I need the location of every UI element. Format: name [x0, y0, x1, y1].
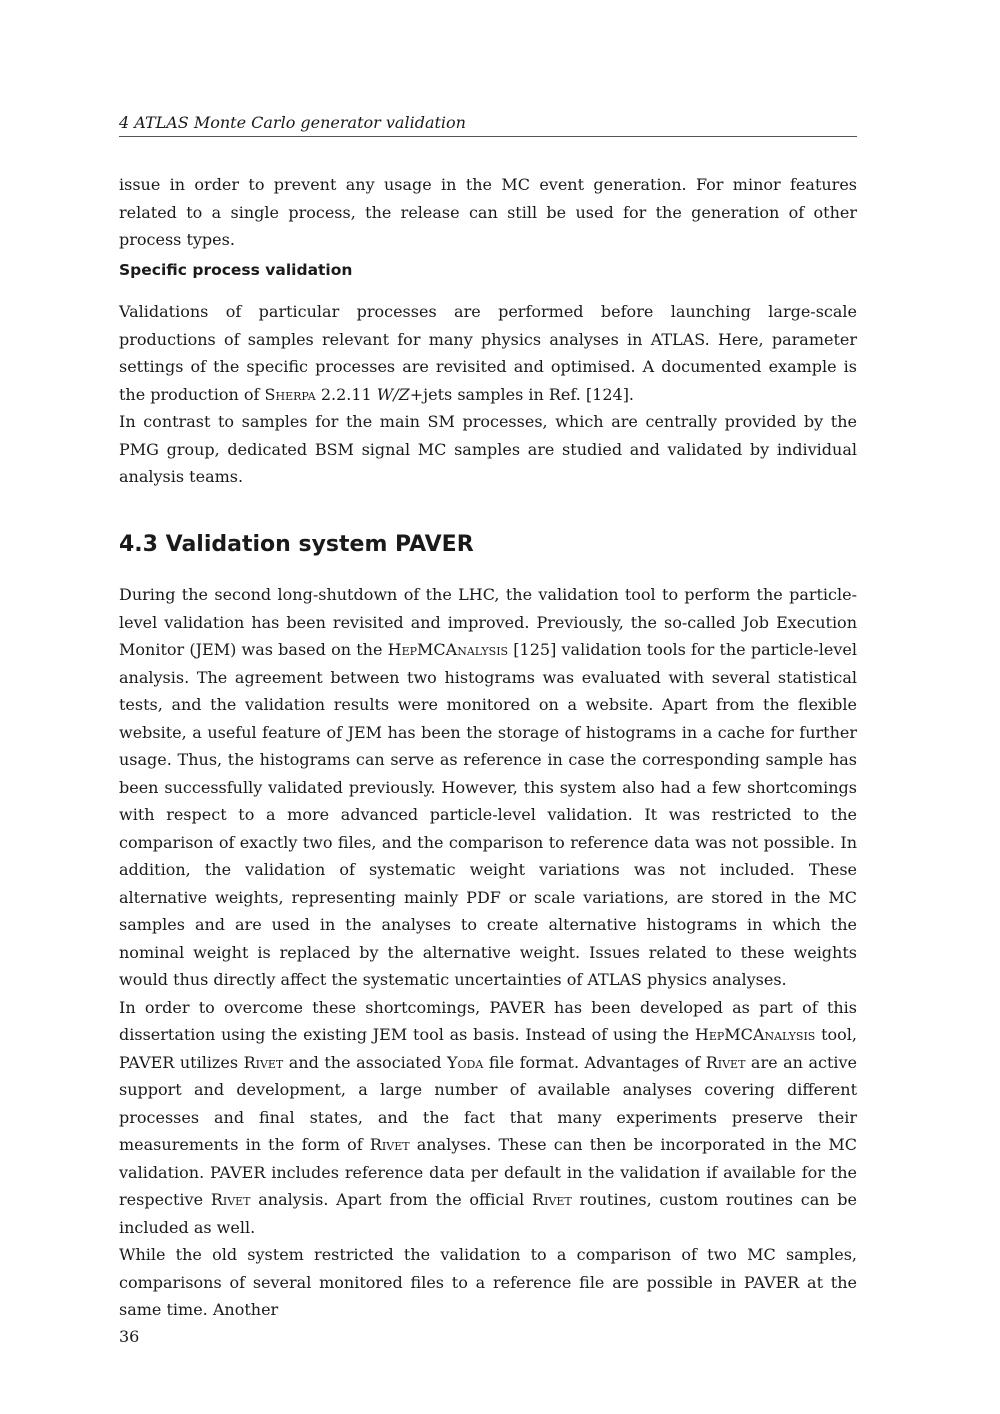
text-run: routines, custom routines can be included as well. [119, 1190, 858, 1237]
page-number: 36 [119, 1327, 140, 1346]
text-run: analysis. Apart from the official [250, 1190, 533, 1209]
intro-paragraph: issue in order to prevent any usage in the MC event generation. For minor features related to a single process, the release can still be used for the generation of other process types. [119, 175, 857, 249]
rivet-name: Rivet [705, 1052, 746, 1072]
text-run: and the associated [283, 1052, 447, 1072]
subsection-paragraph-2: In contrast to samples for the main SM processes, which are centrally provided by the PMG group, dedicated BSM signal MC samples are studied and validated by individual analysis teams. [119, 412, 857, 486]
subsection-heading: Specific process validation [119, 261, 353, 279]
text-run: [125] validation tools for the particle-level analysis. The agreement between two histograms was evaluated with several statistical tests, and the validation results were monitored on a website. Apart from the flexible website, a useful feature of JEM has been the storage of histograms in a cache for further usage. Thus, the histograms can serve as reference in case the corresponding sample has been successfully validated previously. However, this system also had a few shortcomings with respect to a more advanced particle-level validation. It was restricted to the comparison of exactly two files, and the comparison to reference data was not possible. In addition, the validation of systematic weight variations was not included. These alternative weights, representing mainly PDF or scale variations, are stored in the MC samples and are used in the analyses to create alternative histograms in which the nominal weight is replaced by the alternative weight. Issues related to these weights would thus directly affect the systematic uncertainties of ATLAS physics analyses. [119, 640, 858, 989]
text-run: Validations of particular processes are performed before launching large-scale productions of samples relevant for many physics analyses in ATLAS. Here, parameter settings of the specific processes are revisited and optimised. A documented example is the production of [119, 302, 857, 404]
section-paragraph-1 [119, 581, 857, 994]
subsection-body [119, 298, 857, 491]
intro-paragraph-block [119, 171, 857, 254]
yoda-name: Yoda [446, 1052, 484, 1072]
rivet-name: Rivet [369, 1135, 410, 1154]
text-run: tool, PAVER utilizes [119, 1025, 858, 1072]
subsection-heading-block [119, 259, 857, 281]
hepmcanalysis-name: HepMCAnalysis [387, 640, 509, 659]
section-heading: 4.3 Validation system PAVER [119, 532, 474, 557]
text-run: 2.2.11 [315, 384, 377, 404]
hepmcanalysis-name: HepMCAnalysis [694, 1025, 816, 1044]
math-wz: W/Z [376, 384, 410, 404]
text-run: +jets samples in Ref. [124]. [409, 384, 635, 404]
text-run: analyses. These can then be incorporated in the MC validation. PAVER includes reference data per default in the validation if available for the respective [119, 1135, 857, 1209]
section-paragraph-2 [119, 994, 857, 1242]
text-run: In order to overcome these shortcomings, PAVER has been developed as part of this dissertation using the existing JEM tool as basis. Instead of using the [119, 997, 857, 1044]
running-header: 4 ATLAS Monte Carlo generator validation [119, 112, 857, 137]
text-run: are an active support and development, a large number of available analyses covering different processes and final states, and the fact that many experiments preserve their measurements in the form of [119, 1052, 858, 1154]
rivet-name: Rivet [210, 1190, 251, 1209]
section-body [119, 581, 857, 1324]
rivet-name: Rivet [243, 1052, 284, 1072]
subsection-paragraph-1 [119, 298, 857, 408]
section-paragraph-3: While the old system restricted the validation to a comparison of two MC samples, comparisons of several monitored files to a reference file are possible in PAVER at the same time. Another [119, 1245, 857, 1319]
rivet-name: Rivet [532, 1190, 572, 1209]
sherpa-name: Sherpa [264, 384, 316, 404]
text-run: file format. Advantages of [483, 1052, 706, 1072]
section-heading-block [119, 530, 857, 560]
text-run: During the second long-shutdown of the LHC, the validation tool to perform the particle-level validation has been revisited and improved. Previously, the so-called Job Execution Monitor (JEM) was based on the [119, 585, 857, 659]
